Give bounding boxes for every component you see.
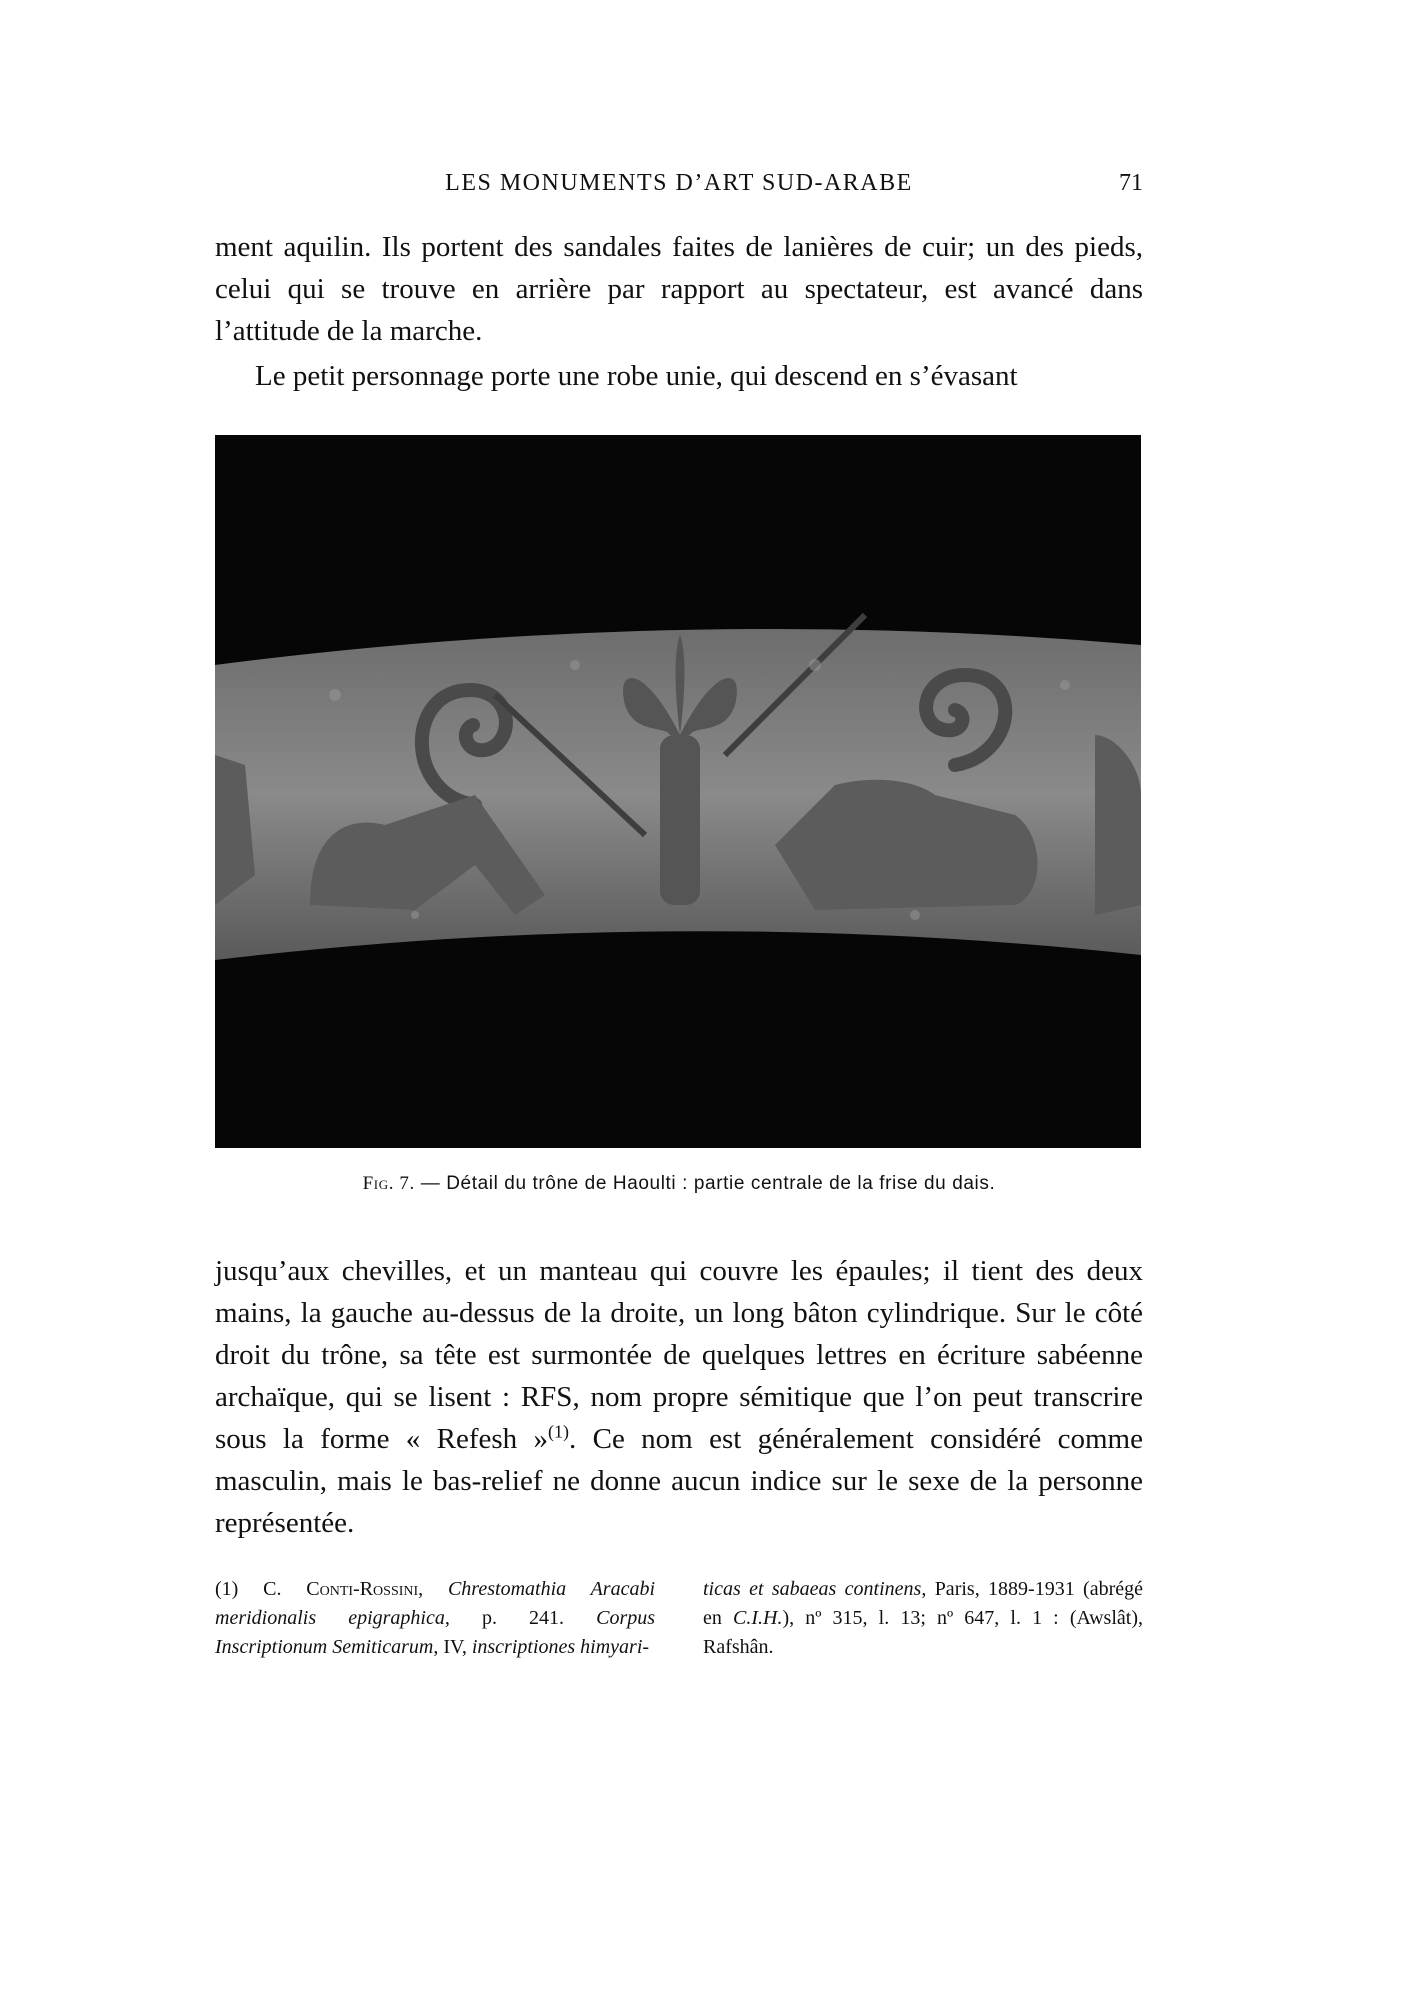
footnote-end: , IV, (433, 1636, 472, 1658)
footnote-left-column (215, 1575, 655, 1662)
footnote-right-text: , Paris, 1889-1931 (abrégé en (703, 1578, 1143, 1629)
footnote-right-text-2: ), nº 315, l. 13; nº 647, l. 1 : (Awslât), Rafshân. (703, 1607, 1143, 1658)
footnote-right-title: ticas et sabaeas continens (703, 1578, 922, 1600)
paragraph-bottom-part-1: jusqu’aux chevilles, et un manteau qui couvre les épaules; il tient des deux mains, la gauche au-dessus de la droite, un long bâton cylindrique. Sur le côté droit du trône, sa tête est surmontée de quelques lettres en écriture sabéenne archaïque, qui se lisent : RFS, nom propre sémitique que l’on peut transcrire sous la forme « Refesh » (215, 1255, 1143, 1455)
figure-photo-frieze (215, 435, 1141, 1148)
footnote-right-column (703, 1575, 1143, 1662)
running-head (215, 170, 1143, 210)
figure-caption-text: — Détail du trône de Haoulti : partie centrale de la frise du dais. (414, 1173, 996, 1194)
footnote-title-3: inscriptiones himyari- (471, 1636, 650, 1658)
figure-label: Fig. 7. (362, 1173, 415, 1194)
footnote-ref: (1) (548, 1421, 570, 1442)
footnotes (215, 1575, 1143, 1662)
footnote-marker: (1) (215, 1578, 239, 1600)
page-number: 71 (1119, 170, 1143, 196)
footnote-mid: , p. 241. (444, 1607, 597, 1629)
paragraph-top: ment aquilin. Ils portent des sandales faites de lanières de cuir; un des pieds, celui qui se trouve en arrière par rapport au spectateur, est avancé dans l’attitude de la marche. (215, 231, 1143, 347)
figure-caption (215, 1173, 1143, 1195)
footnote-author: C. Conti-Rossini, (238, 1578, 448, 1600)
footnote-title: Chrestomathia Aracabi meridionalis epigraphica (215, 1578, 655, 1629)
footnote-title-2: Corpus Inscriptionum Semiticarum (215, 1607, 656, 1658)
frieze-photo-illustration (215, 435, 1141, 1148)
paragraph-top-2: Le petit personnage porte une robe unie, qui descend en s’évasant (255, 360, 1018, 392)
paragraph-bottom-part-2: . Ce nom est généralement considéré comme masculin, mais le bas-relief ne donne aucun indice sur le sexe de la personne représentée. (215, 1423, 1143, 1539)
footnote-right-abbrev: C.I.H. (733, 1607, 783, 1629)
paragraph-bottom (215, 1250, 1143, 1544)
running-title: LES MONUMENTS D’ART SUD-ARABE (445, 170, 913, 196)
